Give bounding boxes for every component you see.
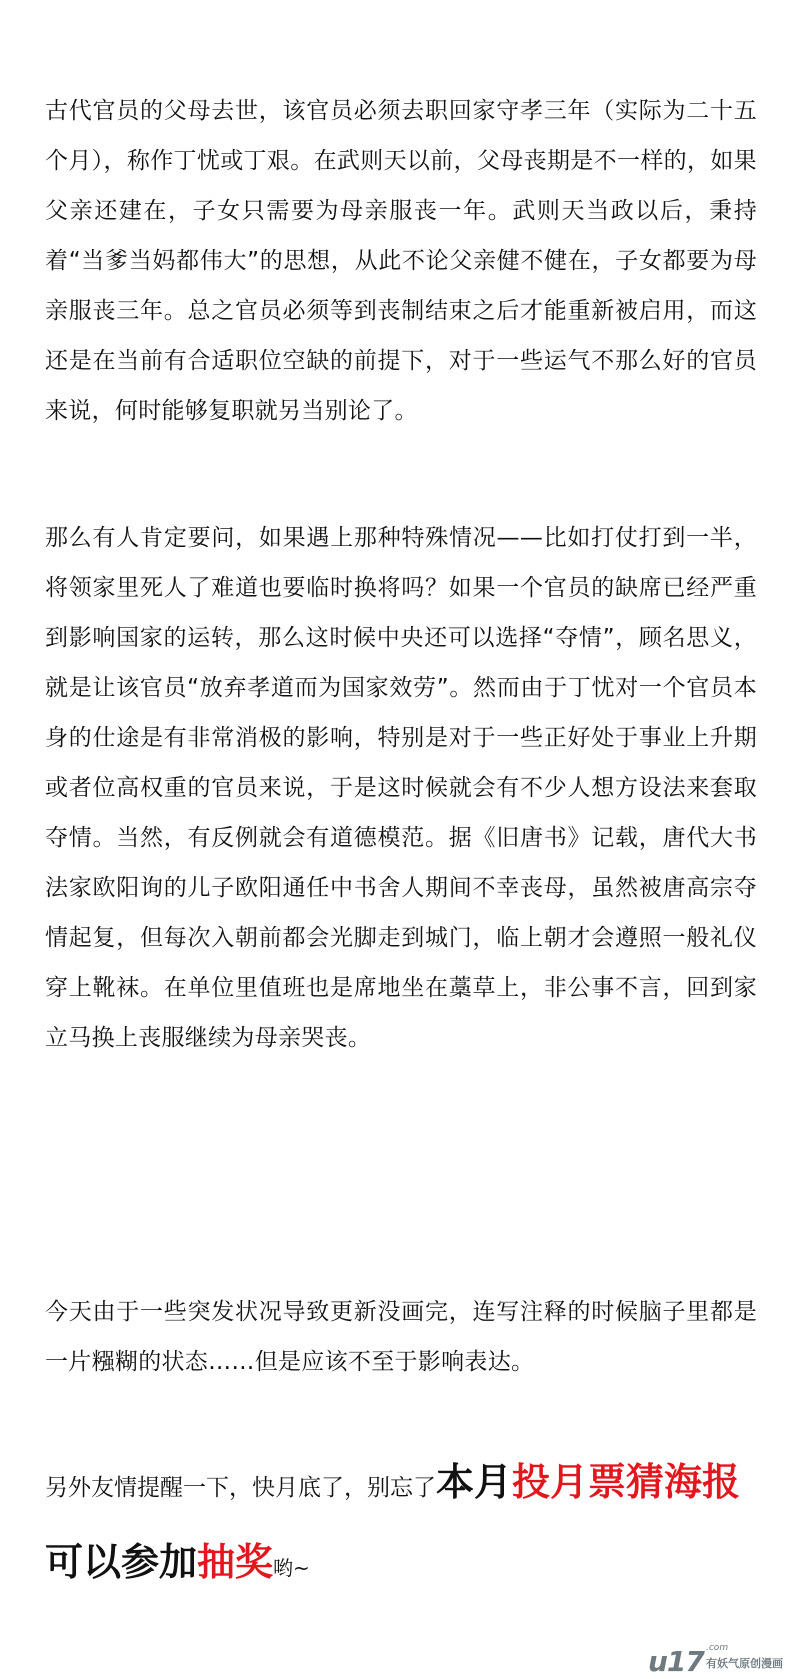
reminder-this-month: 本月 — [436, 1460, 513, 1504]
paragraph-duoqing: 那么有人肯定要问，如果遇上那种特殊情况——比如打仗打到一半，将领家里死人了难道也要临时换将吗？如果一个官员的缺席已经严重到影响国家的运转，那么这时候中央还可以选择“夺情”，顾名思义，就是让该官员“放弃孝道而为国家效劳”。然而由于丁忧对一个官员本身的仕途是有非常消极的影响，特别是对于一些正好处于事业上升期或者位高权重的官员来说，于是这时候就会有不少人想方设法来套取夺情。当然，有反例就会有道德模范。据《旧唐书》记载，唐代大书法家欧阳询的儿子欧阳通任中书舍人期间不幸丧母，虽然被唐高宗夺情起复，但每次入朝前都会光脚走到城门，临上朝才会遵照一般礼仪穿上靴袜。在单位里值班也是席地坐在藁草上，非公事不言，回到家立马换上丧服继续为母亲哭丧。 — [45, 525, 757, 1051]
paragraph-author-note: 今天由于一些突发状况导致更新没画完，连写注释的时候脑子里都是一片糨糊的状态……但是应该不至于影响表达。 — [45, 1299, 757, 1375]
watermark-slogan: 有妖气原创漫画 — [706, 1657, 783, 1670]
watermark-domain: .com — [706, 1643, 729, 1653]
reminder-lottery: 抽奖 — [197, 1540, 274, 1584]
u17-logo-icon: u17 — [648, 1645, 704, 1678]
paragraph-mourning-system: 古代官员的父母去世，该官员必须去职回家守孝三年（实际为二十五个月），称作丁忧或丁艰。在武则天以前，父母丧期是不一样的，如果父亲还建在，子女只需要为母亲服丧一年。武则天当政以后，秉持着“当爹当妈都伟大”的思想，从此不论父亲健不健在，子女都要为母亲服丧三年。总之官员必须等到丧制结束之后才能重新被启用，而这还是在当前有合适职位空缺的前提下，对于一些运气不那么好的官员来说，何时能够复职就另当别论了。 — [45, 98, 757, 424]
u17-watermark — [648, 1641, 788, 1678]
reminder-tail: 哟~ — [273, 1556, 310, 1580]
reminder-lead: 另外友情提醒一下，快月底了，别忘了 — [45, 1475, 436, 1501]
reminder-vote: 投月票猜海报 — [512, 1460, 741, 1504]
paragraph-vote-reminder — [45, 1445, 757, 1605]
reminder-can-join: 可以参加 — [45, 1540, 198, 1584]
